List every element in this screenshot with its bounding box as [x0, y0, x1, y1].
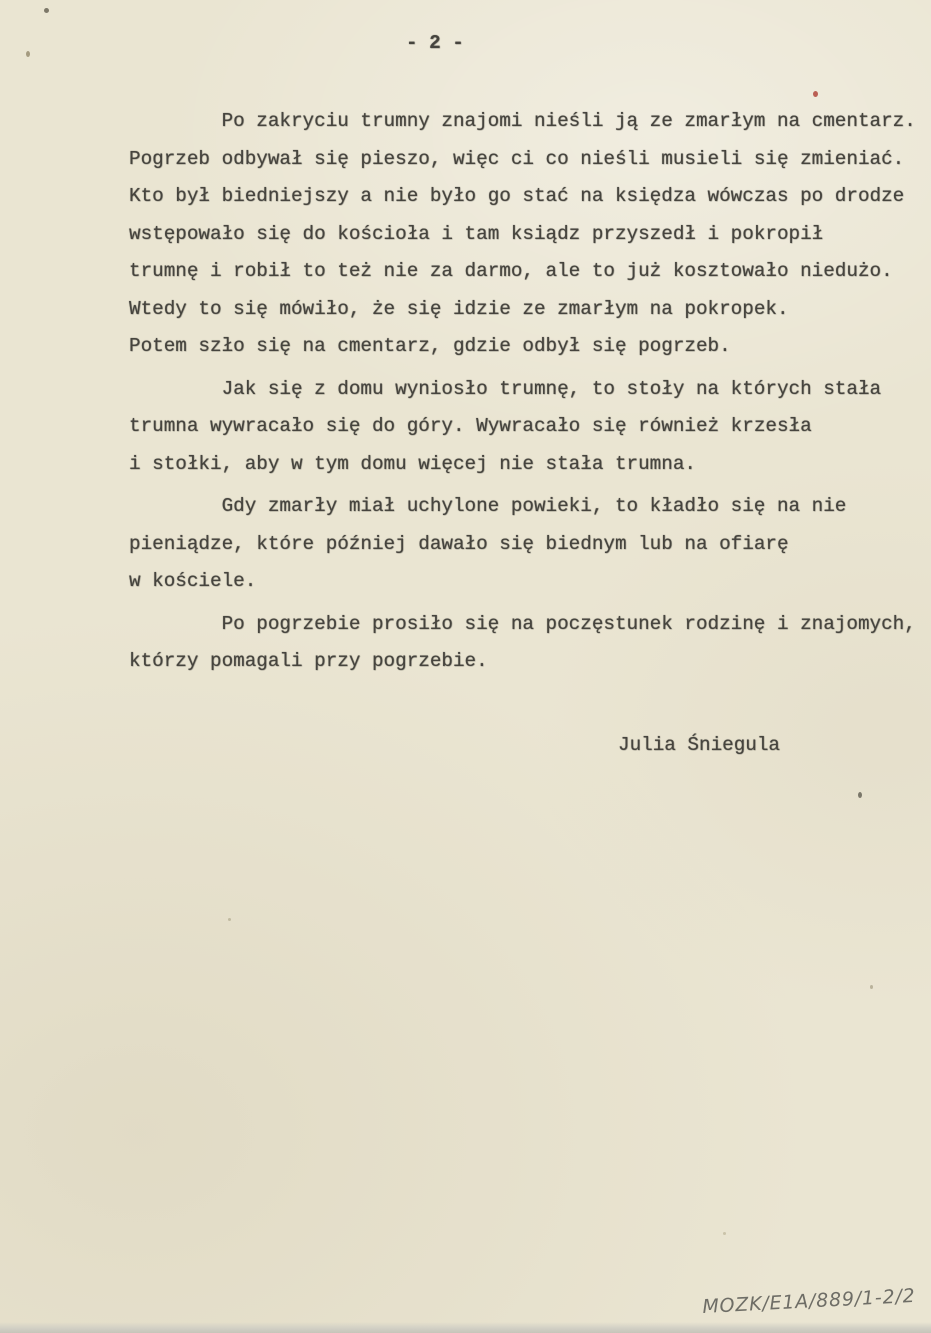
signature: Julia Śniegula	[618, 734, 780, 756]
text-line: Kto był biedniejszy a nie było go stać na księdza wówczas po drodze	[129, 185, 905, 207]
paragraph-4	[129, 606, 921, 681]
text-line: w kościele.	[129, 570, 257, 592]
text-line: i stołki, aby w tym domu więcej nie stała trumna.	[129, 452, 696, 475]
paragraph-1	[129, 103, 921, 366]
archive-reference: MOZK/E1A/889/1-2/2	[701, 1284, 917, 1318]
paper-speck	[723, 1232, 726, 1235]
text-line: Pogrzeb odbywał się pieszo, więc ci co nieśli musieli się zmieniać.	[129, 147, 905, 170]
paper-speck	[228, 918, 231, 921]
paper-speck	[858, 792, 862, 798]
page-number: - 2 -	[406, 32, 464, 54]
text-line: Gdy zmarły miał uchylone powieki, to kładło się na nie	[221, 495, 847, 517]
text-line: którzy pomagali przy pogrzebie.	[129, 650, 488, 672]
scan-edge	[0, 1322, 931, 1333]
paper-speck	[26, 51, 30, 57]
paper-speck	[44, 8, 49, 13]
red-ink-speck	[813, 91, 818, 97]
paragraph-2	[129, 371, 921, 484]
paper-speck	[870, 985, 873, 989]
text-line: trumna wywracało się do góry. Wywracało się również krzesła	[129, 415, 812, 437]
text-line: Jak się z domu wyniosło trumnę, to stoły na których stała	[221, 377, 882, 400]
text-line: trumnę i robił to też nie za darmo, ale to już kosztowało niedużo.	[129, 260, 893, 282]
text-line: wstępowało się do kościoła i tam ksiądz przyszedł i pokropił	[129, 222, 824, 245]
text-line: pieniądze, które później dawało się biednym lub na ofiarę	[129, 532, 789, 555]
document-text	[129, 103, 921, 681]
text-line: Potem szło się na cmentarz, gdzie odbył się pogrzeb.	[129, 335, 731, 357]
text-line: Wtedy to się mówiło, że się idzie ze zmarłym na pokropek.	[129, 297, 789, 320]
paragraph-3	[129, 488, 921, 601]
text-line: Po pogrzebie prosiło się na poczęstunek rodzinę i znajomych,	[221, 612, 916, 635]
text-line: Po zakryciu trumny znajomi nieśli ją ze zmarłym na cmentarz.	[221, 110, 916, 132]
